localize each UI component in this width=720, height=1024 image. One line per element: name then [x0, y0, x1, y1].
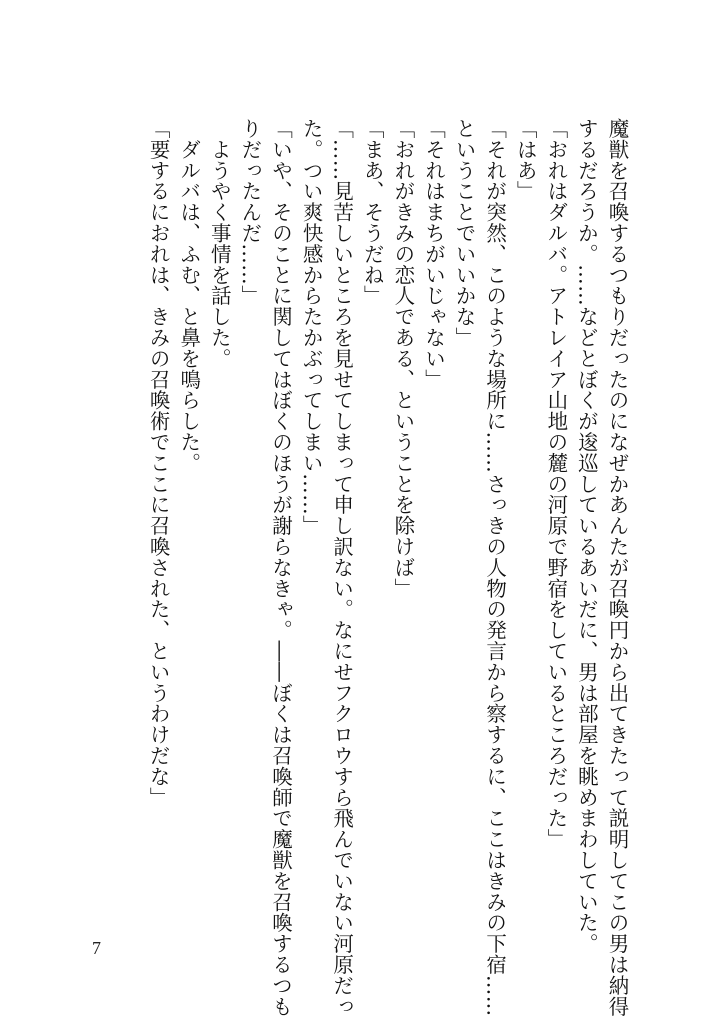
vertical-text-body	[143, 118, 633, 1017]
text-line: た。つい爽快感からたかぶってしまい……」	[299, 118, 324, 536]
text-line: りだったんだ……」	[237, 118, 262, 307]
text-line: ということでいいかな」	[452, 118, 477, 348]
text-line: 魔獣を召喚するつもりだったのになぜかあんたが召喚円から出てきたって説明してこの男は納得	[605, 118, 629, 1017]
text-line: 「要するにおれは、きみの召喚術でここに召喚された、というわけだな」	[146, 118, 171, 808]
text-line: 「いや、そのことに関してはぼくのほうが謝らなきゃ。――ぼくは召喚師で魔獣を召喚するつも	[268, 118, 293, 1017]
text-line: 「はあ」	[513, 118, 538, 202]
text-line: するだろうか。……などとぼくが逡巡しているあいだに、男は部屋を眺めまわしていた。	[574, 118, 599, 954]
text-line: 「それはまちがいじゃない」	[421, 118, 446, 390]
text-line: 「おれがきみの恋人である、ということを除けば」	[390, 118, 415, 599]
text-line: 「おれはダルバ。アトレイア山地の麓の河原で野宿をしているところだった」	[543, 118, 568, 850]
text-line: 「まあ、そうだね」	[360, 118, 385, 307]
text-line: ダルバは、ふむ、と鼻を鳴らした。	[176, 118, 201, 474]
text-line: 「それが突然、このような場所に……さっきの人物の発言から察するに、ここはきみの下宿……	[482, 118, 507, 1017]
page-number: 7	[92, 938, 101, 958]
text-line: ようやく事情を話した。	[207, 118, 232, 369]
text-line: 「……見苦しいところを見せてしまって申し訳ない。なにせフクロウすら飛んでいない河原だっ	[329, 118, 354, 1017]
